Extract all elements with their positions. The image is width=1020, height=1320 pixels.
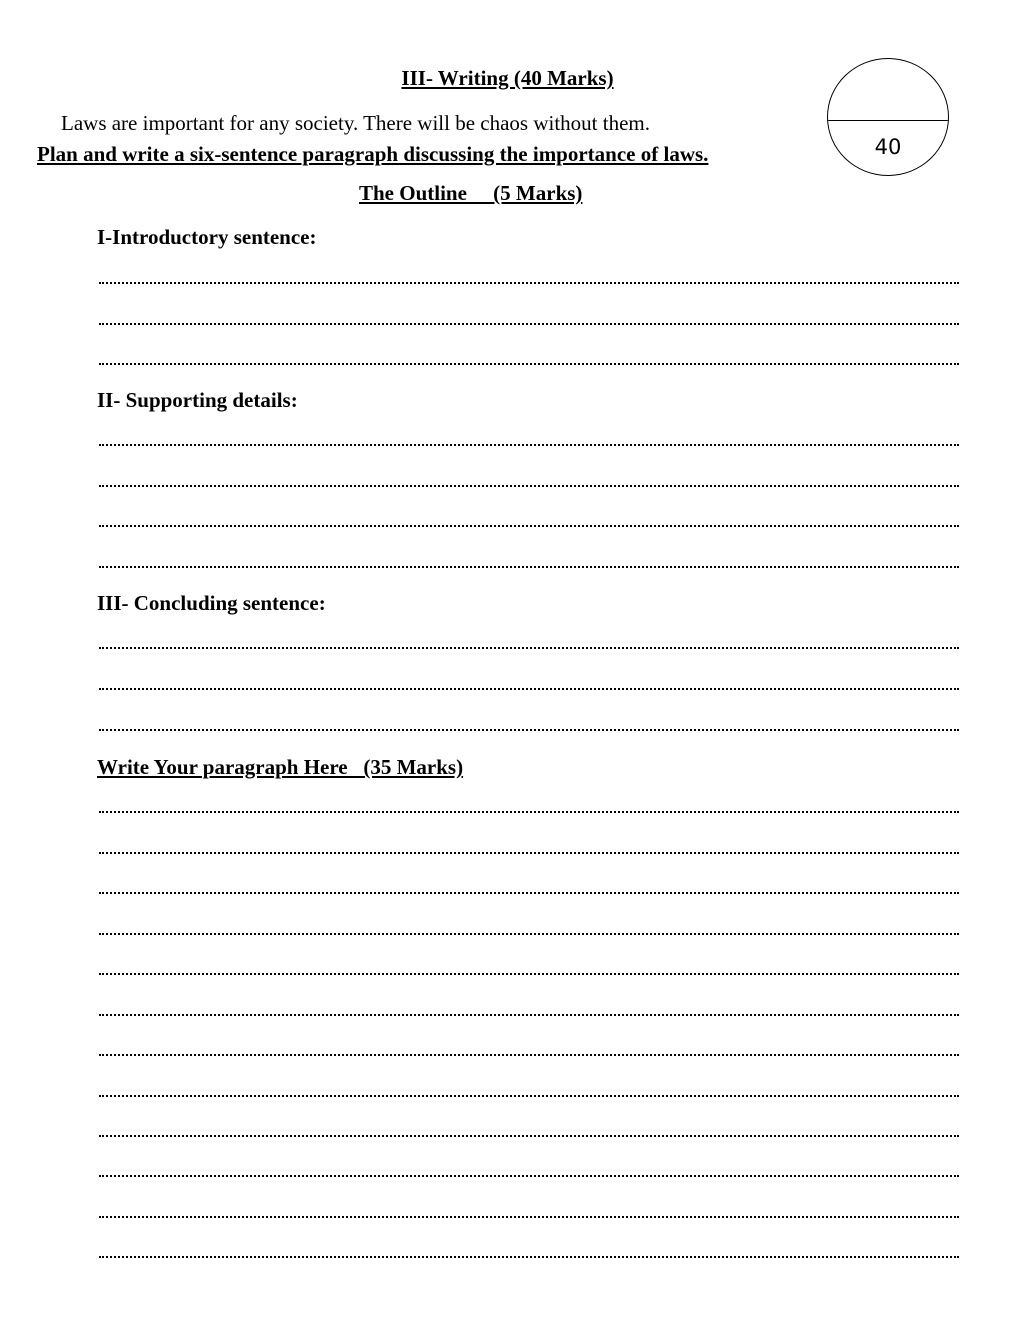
score-divider xyxy=(828,120,948,121)
paragraph-line[interactable] xyxy=(99,1175,959,1177)
answer-line[interactable] xyxy=(99,647,959,649)
answer-line[interactable] xyxy=(99,363,959,365)
paragraph-line[interactable] xyxy=(99,973,959,975)
answer-line[interactable] xyxy=(99,566,959,568)
paragraph-line[interactable] xyxy=(99,1216,959,1218)
prompt-text: Laws are important for any society. There will be chaos without them. xyxy=(61,111,650,135)
score-total: 40 xyxy=(874,135,902,159)
answer-line[interactable] xyxy=(99,525,959,527)
paragraph-line[interactable] xyxy=(99,1054,959,1056)
outline-heading: The Outline (5 Marks) xyxy=(359,181,583,205)
paragraph-line[interactable] xyxy=(99,1256,959,1258)
paragraph-line[interactable] xyxy=(99,1135,959,1137)
paragraph-line[interactable] xyxy=(99,852,959,854)
answer-line[interactable] xyxy=(99,282,959,284)
supporting-details-label: II- Supporting details: xyxy=(97,388,298,412)
page-title: III- Writing (40 Marks) xyxy=(401,66,614,90)
introductory-sentence-label: I-Introductory sentence: xyxy=(97,225,317,249)
answer-line[interactable] xyxy=(99,688,959,690)
answer-line[interactable] xyxy=(99,323,959,325)
answer-line[interactable] xyxy=(99,444,959,446)
concluding-sentence-label: III- Concluding sentence: xyxy=(97,591,326,615)
paragraph-heading: Write Your paragraph Here (35 Marks) xyxy=(97,755,464,779)
paragraph-line[interactable] xyxy=(99,892,959,894)
paragraph-line[interactable] xyxy=(99,933,959,935)
paragraph-line[interactable] xyxy=(99,1014,959,1016)
paragraph-line[interactable] xyxy=(99,811,959,813)
answer-line[interactable] xyxy=(99,729,959,731)
instruction-text: Plan and write a six-sentence paragraph discussing the importance of laws. xyxy=(37,142,709,166)
score-circle xyxy=(827,58,949,176)
answer-line[interactable] xyxy=(99,485,959,487)
paragraph-line[interactable] xyxy=(99,1095,959,1097)
